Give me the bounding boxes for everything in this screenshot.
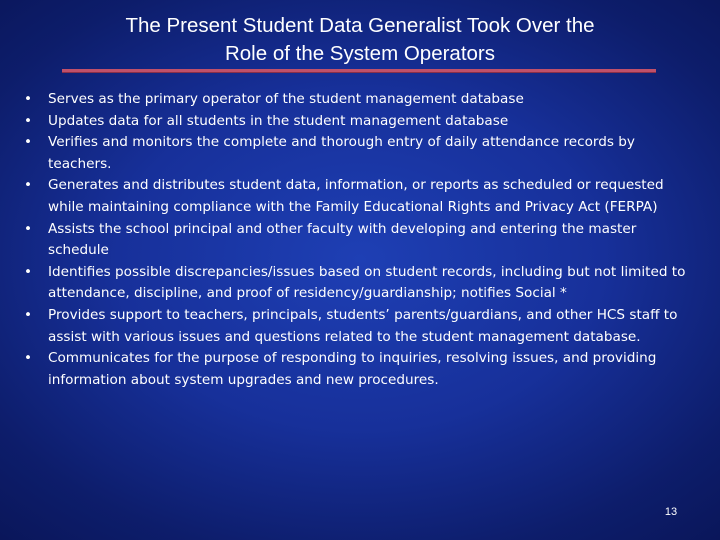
bullet-text: Communicates for the purpose of responding to inquiries, resolving issues, and providing information about system upgrades and new procedures. (48, 350, 657, 388)
bullet-item (22, 348, 692, 391)
bullet-text: Assists the school principal and other faculty with developing and entering the master schedule (48, 220, 637, 259)
bullet-dot-icon: • (24, 177, 33, 194)
bullet-dot-icon: • (24, 306, 33, 323)
bullet-text: Serves as the primary operator of the student management database (48, 91, 524, 107)
title-line-1: The Present Student Data Generalist Took Over the (125, 14, 595, 37)
bullet-dot-icon: • (24, 134, 33, 151)
bullet-item (22, 89, 692, 111)
bullet-text: Updates data for all students in the student management database (48, 112, 509, 129)
bullet-list (22, 89, 692, 391)
bullet-dot-icon: • (24, 91, 33, 107)
bullet-dot-icon: • (24, 220, 33, 237)
bullet-item (22, 175, 692, 218)
title-line-2: Role of the System Operators (224, 42, 496, 65)
slide-title (40, 12, 680, 68)
title-underline (62, 69, 656, 72)
bullet-text: Verifies and monitors the complete and thorough entry of daily attendance records by teachers. (48, 134, 635, 172)
bullet-item (22, 111, 692, 133)
bullet-dot-icon: • (24, 112, 33, 129)
bullet-item (22, 305, 692, 348)
bullet-text: Provides support to teachers, principals, students’ parents/guardians, and other HCS staff to assist with various issues and questions related to the student management database. (48, 306, 678, 345)
bullet-dot-icon: • (24, 263, 33, 280)
bullet-text: Generates and distributes student data, information, or reports as scheduled or requested while maintaining compliance with the Family Educational Rights and Privacy Act (FERPA) (48, 177, 664, 215)
bullet-text: Identifies possible discrepancies/issues based on student records, including but not limited to attendance, discipline, and proof of residency/guardianship; notifies Social * (48, 263, 686, 302)
bullet-item (22, 262, 692, 305)
page-number: 13 (664, 506, 678, 518)
bullet-dot-icon: • (24, 350, 33, 367)
bullet-item (22, 219, 692, 262)
bullet-item (22, 132, 692, 175)
